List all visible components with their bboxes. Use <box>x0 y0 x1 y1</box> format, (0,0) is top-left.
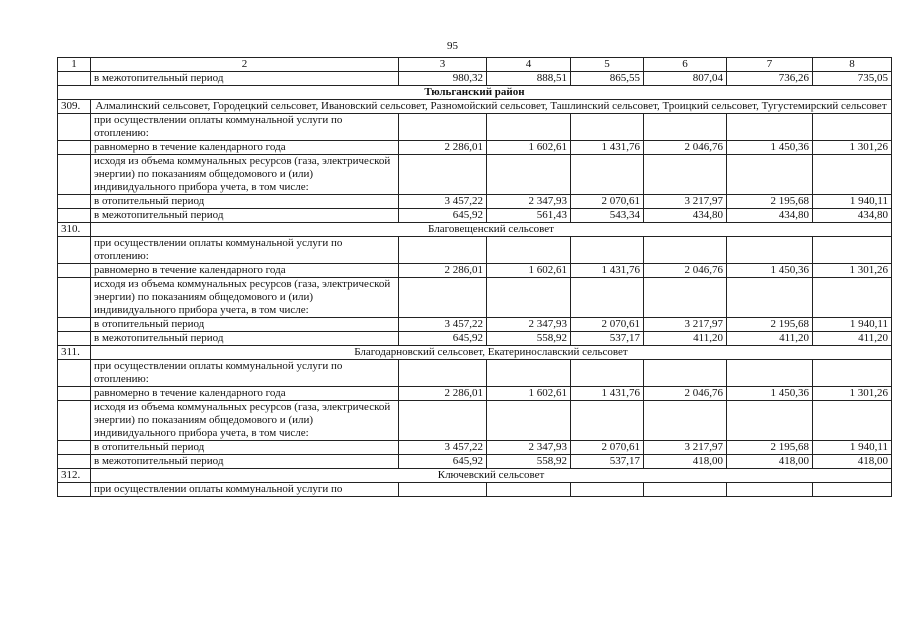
value-cell <box>644 360 727 387</box>
value-cell <box>644 401 727 441</box>
value-cell: 543,34 <box>571 209 644 223</box>
value-cell <box>399 401 487 441</box>
value-cell: 3 457,22 <box>399 441 487 455</box>
row-label: равномерно в течение календарного года <box>91 141 399 155</box>
value-cell <box>487 401 571 441</box>
district-title: Тюльганский район <box>58 86 892 100</box>
row-index-cell <box>58 455 91 469</box>
value-cell <box>727 401 813 441</box>
value-cell: 3 217,97 <box>644 441 727 455</box>
row-index-cell <box>58 195 91 209</box>
value-cell <box>813 483 892 497</box>
value-cell: 561,43 <box>487 209 571 223</box>
value-cell <box>571 237 644 264</box>
table-row <box>58 360 892 387</box>
value-cell <box>571 114 644 141</box>
value-cell: 1 602,61 <box>487 387 571 401</box>
column-header: 7 <box>727 58 813 72</box>
row-label: в отопительный период <box>91 318 399 332</box>
value-cell: 2 286,01 <box>399 141 487 155</box>
value-cell: 1 450,36 <box>727 141 813 155</box>
value-cell: 537,17 <box>571 332 644 346</box>
row-label: исходя из объема коммунальных ресурсов (газа, электрической энергии) по показаниям общедомового и (или) индивидуального прибора учета, в том числе: <box>91 278 399 318</box>
value-cell: 1 431,76 <box>571 387 644 401</box>
value-cell: 1 301,26 <box>813 387 892 401</box>
table-row <box>58 346 892 360</box>
value-cell: 1 602,61 <box>487 264 571 278</box>
row-index-cell <box>58 360 91 387</box>
value-cell <box>813 278 892 318</box>
value-cell <box>487 114 571 141</box>
row-label: в межотопительный период <box>91 209 399 223</box>
table-row <box>58 278 892 318</box>
row-index-cell <box>58 387 91 401</box>
value-cell <box>399 360 487 387</box>
row-index-cell <box>58 141 91 155</box>
value-cell: 865,55 <box>571 72 644 86</box>
row-index-cell <box>58 318 91 332</box>
table-row <box>58 114 892 141</box>
value-cell <box>813 401 892 441</box>
value-cell <box>487 360 571 387</box>
table-row <box>58 86 892 100</box>
value-cell: 736,26 <box>727 72 813 86</box>
value-cell: 2 046,76 <box>644 387 727 401</box>
value-cell: 3 217,97 <box>644 195 727 209</box>
column-header: 1 <box>58 58 91 72</box>
value-cell <box>727 114 813 141</box>
row-label: при осуществлении оплаты коммунальной услуги по отоплению: <box>91 360 399 387</box>
table-row <box>58 100 892 114</box>
value-cell <box>813 360 892 387</box>
column-header: 6 <box>644 58 727 72</box>
value-cell: 2 286,01 <box>399 264 487 278</box>
row-label: исходя из объема коммунальных ресурсов (газа, электрической энергии) по показаниям общедомового и (или) индивидуального прибора учета, в том числе: <box>91 401 399 441</box>
section-number: 311. <box>58 346 91 360</box>
section-title: Благовещенский сельсовет <box>91 223 892 237</box>
value-cell: 3 457,22 <box>399 318 487 332</box>
value-cell <box>727 483 813 497</box>
section-number: 312. <box>58 469 91 483</box>
row-label: исходя из объема коммунальных ресурсов (газа, электрической энергии) по показаниям общедомового и (или) индивидуального прибора учета, в том числе: <box>91 155 399 195</box>
value-cell: 434,80 <box>813 209 892 223</box>
table-row <box>58 237 892 264</box>
value-cell <box>813 114 892 141</box>
value-cell: 434,80 <box>644 209 727 223</box>
value-cell: 980,32 <box>399 72 487 86</box>
value-cell <box>571 401 644 441</box>
column-header: 2 <box>91 58 399 72</box>
value-cell <box>813 237 892 264</box>
value-cell <box>487 155 571 195</box>
value-cell <box>813 155 892 195</box>
value-cell: 2 195,68 <box>727 318 813 332</box>
row-index-cell <box>58 441 91 455</box>
row-label: в межотопительный период <box>91 332 399 346</box>
row-index-cell <box>58 278 91 318</box>
value-cell: 558,92 <box>487 332 571 346</box>
value-cell <box>644 237 727 264</box>
value-cell: 2 046,76 <box>644 141 727 155</box>
row-label: равномерно в течение календарного года <box>91 264 399 278</box>
table-row <box>58 441 892 455</box>
section-number: 309. <box>58 100 91 114</box>
value-cell <box>727 278 813 318</box>
value-cell <box>399 483 487 497</box>
table-row <box>58 387 892 401</box>
table-row <box>58 195 892 209</box>
page-number: 95 <box>447 40 458 52</box>
value-cell <box>571 360 644 387</box>
section-title: Алмалинский сельсовет, Городецкий сельсовет, Ивановский сельсовет, Разномойский сельсовет, Ташлинский сельсовет, Троицкий сельсовет, Тугустемирский сельсовет <box>91 100 892 114</box>
table-row <box>58 223 892 237</box>
value-cell: 1 450,36 <box>727 264 813 278</box>
table-row <box>58 264 892 278</box>
row-label: при осуществлении оплаты коммунальной услуги по отоплению: <box>91 237 399 264</box>
column-header: 8 <box>813 58 892 72</box>
value-cell <box>399 278 487 318</box>
value-cell: 411,20 <box>727 332 813 346</box>
table-row <box>58 483 892 497</box>
table-row <box>58 401 892 441</box>
value-cell: 418,00 <box>644 455 727 469</box>
row-label: в отопительный период <box>91 195 399 209</box>
row-label: в межотопительный период <box>91 455 399 469</box>
value-cell <box>644 114 727 141</box>
value-cell <box>571 483 644 497</box>
column-header: 4 <box>487 58 571 72</box>
value-cell: 2 347,93 <box>487 441 571 455</box>
value-cell: 1 431,76 <box>571 141 644 155</box>
value-cell: 888,51 <box>487 72 571 86</box>
value-cell: 411,20 <box>813 332 892 346</box>
value-cell: 2 347,93 <box>487 195 571 209</box>
section-title: Ключевский сельсовет <box>91 469 892 483</box>
value-cell <box>399 155 487 195</box>
column-header: 5 <box>571 58 644 72</box>
value-cell: 558,92 <box>487 455 571 469</box>
row-index-cell <box>58 332 91 346</box>
row-index-cell <box>58 114 91 141</box>
value-cell: 418,00 <box>813 455 892 469</box>
table-row <box>58 332 892 346</box>
row-label: равномерно в течение календарного года <box>91 387 399 401</box>
section-title: Благодарновский сельсовет, Екатеринославский сельсовет <box>91 346 892 360</box>
value-cell: 2 046,76 <box>644 264 727 278</box>
value-cell: 645,92 <box>399 455 487 469</box>
table-row <box>58 209 892 223</box>
table-row <box>58 141 892 155</box>
value-cell <box>644 155 727 195</box>
value-cell: 418,00 <box>727 455 813 469</box>
value-cell: 434,80 <box>727 209 813 223</box>
value-cell <box>644 278 727 318</box>
value-cell: 1 431,76 <box>571 264 644 278</box>
row-label: при осуществлении оплаты коммунальной услуги по <box>91 483 399 497</box>
table-row <box>58 318 892 332</box>
value-cell: 2 070,61 <box>571 441 644 455</box>
value-cell: 2 195,68 <box>727 441 813 455</box>
row-index-cell <box>58 209 91 223</box>
value-cell: 807,04 <box>644 72 727 86</box>
table-row <box>58 155 892 195</box>
value-cell: 2 195,68 <box>727 195 813 209</box>
value-cell: 735,05 <box>813 72 892 86</box>
value-cell <box>644 483 727 497</box>
value-cell: 2 286,01 <box>399 387 487 401</box>
value-cell: 1 940,11 <box>813 195 892 209</box>
table-row <box>58 469 892 483</box>
row-index-cell <box>58 401 91 441</box>
row-index-cell <box>58 483 91 497</box>
row-index-cell <box>58 264 91 278</box>
value-cell: 411,20 <box>644 332 727 346</box>
value-cell: 2 070,61 <box>571 318 644 332</box>
value-cell: 645,92 <box>399 332 487 346</box>
tariff-table <box>57 57 892 497</box>
value-cell <box>727 237 813 264</box>
row-label: при осуществлении оплаты коммунальной услуги по отоплению: <box>91 114 399 141</box>
value-cell: 1 940,11 <box>813 318 892 332</box>
row-index-cell <box>58 155 91 195</box>
value-cell: 2 070,61 <box>571 195 644 209</box>
column-header: 3 <box>399 58 487 72</box>
value-cell: 537,17 <box>571 455 644 469</box>
row-label: в отопительный период <box>91 441 399 455</box>
table-body <box>58 58 892 497</box>
value-cell: 1 602,61 <box>487 141 571 155</box>
value-cell: 3 457,22 <box>399 195 487 209</box>
value-cell <box>727 360 813 387</box>
value-cell <box>571 278 644 318</box>
value-cell <box>487 278 571 318</box>
value-cell <box>487 483 571 497</box>
value-cell <box>399 237 487 264</box>
value-cell: 1 301,26 <box>813 141 892 155</box>
value-cell: 1 301,26 <box>813 264 892 278</box>
value-cell: 3 217,97 <box>644 318 727 332</box>
value-cell: 1 940,11 <box>813 441 892 455</box>
section-number: 310. <box>58 223 91 237</box>
table-row <box>58 455 892 469</box>
value-cell: 1 450,36 <box>727 387 813 401</box>
value-cell: 2 347,93 <box>487 318 571 332</box>
value-cell <box>727 155 813 195</box>
value-cell <box>571 155 644 195</box>
row-index-cell <box>58 237 91 264</box>
value-cell <box>487 237 571 264</box>
value-cell: 645,92 <box>399 209 487 223</box>
row-label: в межотопительный период <box>91 72 399 86</box>
value-cell <box>399 114 487 141</box>
row-index-cell <box>58 72 91 86</box>
column-number-row <box>58 58 892 72</box>
table-row <box>58 72 892 86</box>
